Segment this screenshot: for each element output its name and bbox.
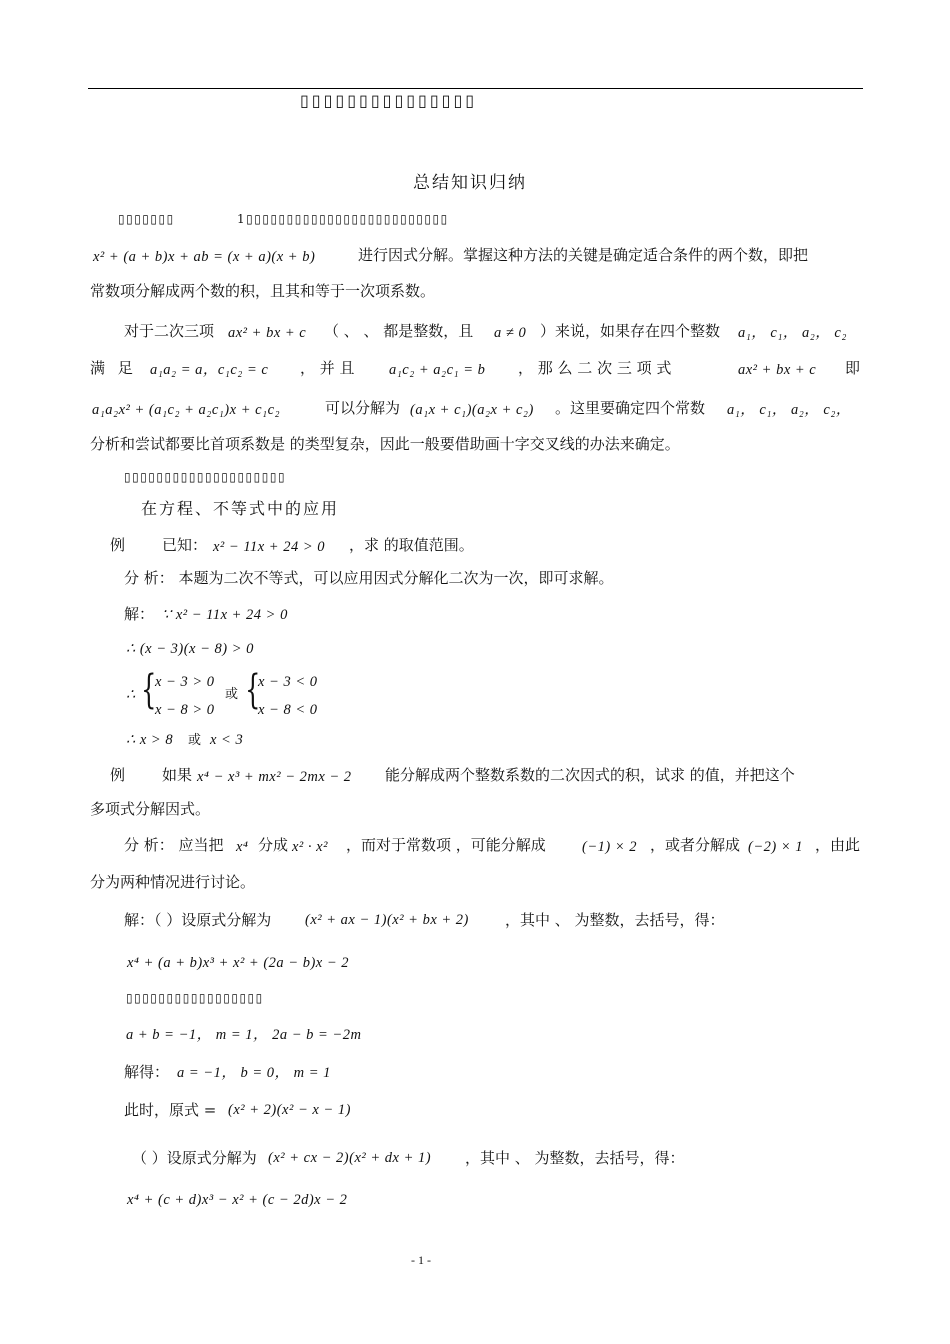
formula-quadratic-2: ax² + bx + c (738, 362, 817, 378)
formula-four-integers: a₁， c₁， a₂， c₂ (738, 325, 847, 341)
paragraph-4-text-a: 可以分解为 (325, 399, 401, 417)
section-heading: 在方程、不等式中的应用 (141, 499, 340, 518)
paragraph-4-text-b: 。这里要确定四个常数 (555, 399, 706, 417)
example-2-case-1-solve-label: 解得： (124, 1063, 170, 1081)
garbled-header-title: ▯▯▯▯▯▯▯▯▯▯▯▯▯▯▯ (300, 91, 478, 110)
example-2-analysis-split-1: (−1) × 2 (582, 839, 637, 855)
example-2-polynomial: x⁴ − x³ + mx² − 2mx − 2 (197, 769, 352, 785)
example-2-garbled-line: ▯▯▯▯▯▯▯▯▯▯▯▯▯▯▯▯▯ (126, 991, 264, 1005)
header-rule (88, 88, 863, 89)
example-1-text-b: ，求 的取值范围。 (349, 536, 474, 554)
example-2-case-1-factors: (x² + ax − 1)(x² + bx + 2) (305, 912, 469, 928)
example-2-case-2-text-b: ，其中 、 为整数，去括号，得： (465, 1149, 685, 1167)
paragraph-2-text-b: （ 、 、 都是整数，且 (324, 322, 474, 340)
example-2-analysis-x4: x⁴ (236, 839, 249, 855)
example-2-case-1-result: (x² + 2)(x² − x − 1) (228, 1102, 351, 1118)
garbled-line-2: ▯▯▯▯▯▯▯▯▯▯▯▯▯▯▯▯▯▯▯▯ (124, 470, 287, 484)
example-2-analysis-d: ，或者分解成 (650, 836, 741, 854)
example-1-inequality: x² − 11x + 24 > 0 (213, 539, 325, 555)
example-1-or-label: 或 (225, 687, 239, 702)
left-brace-2: { (245, 667, 261, 713)
example-2-analysis-x2x2: x² · x² (292, 839, 328, 855)
example-2-analysis-e: ，由此 (815, 836, 861, 854)
example-1-text-a: 已知： (162, 536, 208, 554)
formula-factored-form: (a₁x + c₁)(a₂x + c₂) (410, 402, 534, 418)
example-1-result-b: x < 3 (210, 732, 244, 748)
formula-sum-condition: a₁c₂ + a₂c₁ = b (389, 362, 486, 378)
left-brace-1: { (141, 667, 157, 713)
example-2-case-2-text-a: （ ）设原式分解为 (132, 1149, 257, 1167)
example-2-case-1-equations: a + b = −1， m = 1， 2a − b = −2m (126, 1027, 362, 1043)
example-1-result-or: 或 (188, 733, 202, 748)
example-2-text-a: 如果 (162, 766, 193, 784)
example-1-analysis: 分 析： 本题为二次不等式，可以应用因式分解化二次为一次，即可求解。 (124, 569, 614, 587)
example-2-case-2-factors: (x² + cx − 2)(x² + dx + 1) (268, 1150, 432, 1166)
paragraph-5: 分析和尝试都要比首项系数是 的类型复杂，因此一般要借助画十字交叉线的办法来确定。 (90, 435, 680, 453)
example-2-label: 例 (110, 766, 126, 784)
example-2-text-c: 多项式分解因式。 (90, 800, 211, 818)
example-1-system-1a: x − 3 > 0 (155, 674, 215, 690)
formula-product-conditions: a₁a₂ = a，c₁c₂ = c (150, 362, 269, 378)
example-1-solution-step-1: ∵ x² − 11x + 24 > 0 (162, 607, 288, 623)
intro-text: 1▯▯▯▯▯▯▯▯▯▯▯▯▯▯▯▯▯▯▯▯▯▯▯▯▯ (237, 212, 449, 226)
example-1-label: 例 (110, 536, 126, 554)
page-title: 总结知识归纳 (413, 173, 527, 193)
example-2-case-1-expanded: x⁴ + (a + b)x³ + x² + (2a − b)x − 2 (127, 955, 350, 971)
formula-cross-method: x² + (a + b)x + ab = (x + a)(x + b) (93, 249, 316, 265)
paragraph-3-text-a: 满 足 (90, 359, 137, 377)
formula-four-constants: a₁， c₁， a₂， c₂， (727, 402, 851, 418)
example-2-case-1-solution: a = −1， b = 0， m = 1 (177, 1065, 331, 1081)
example-2-case-2-expanded: x⁴ + (c + d)x³ − x² + (c − 2d)x − 2 (127, 1192, 348, 1208)
example-2-case-1-then-label: 此时，原式 = (124, 1101, 217, 1119)
paragraph-3-text-d: 即 (845, 359, 861, 377)
example-2-analysis-split-2: (−2) × 1 (748, 839, 803, 855)
paragraph-3-text-b: ， 并 且 (300, 359, 355, 377)
page-number: - 1 - (411, 1253, 431, 1267)
example-1-therefore: ∴ (126, 687, 136, 703)
paragraph-2-text-c: ）来说，如果存在四个整数 (540, 322, 721, 340)
example-2-case-1-text-b: ，其中 、 为整数，去括号，得： (505, 911, 725, 929)
example-1-system-1b: x − 8 > 0 (155, 702, 215, 718)
example-2-analysis-a: 分 析： 应当把 (124, 836, 224, 854)
example-2-analysis-f: 分为两种情况进行讨论。 (90, 873, 256, 891)
example-2-analysis-b: 分成 (258, 836, 289, 854)
formula-expanded-product: a₁a₂x² + (a₁c₂ + a₂c₁)x + c₁c₂ (92, 402, 281, 418)
paragraph-1-line-2: 常数项分解成两个数的积，且其和等于一次项系数。 (90, 282, 436, 300)
example-2-text-b: 能分解成两个整数系数的二次因式的积，试求 的值，并把这个 (385, 766, 795, 784)
example-1-result-a: ∴ x > 8 (126, 732, 174, 748)
paragraph-2-text-a: 对于二次三项 (124, 322, 215, 340)
example-1-system-2a: x − 3 < 0 (258, 674, 318, 690)
example-1-solution-step-2: ∴ (x − 3)(x − 8) > 0 (126, 641, 254, 657)
example-1-solution-label: 解： (124, 605, 155, 623)
paragraph-1-line-1: 进行因式分解。掌握这种方法的关键是确定适合条件的两个数，即把 (358, 246, 809, 264)
intro-label: ▯▯▯▯▯▯▯ (118, 212, 175, 226)
paragraph-3-text-c: ， 那 么 二 次 三 项 式 (518, 359, 672, 377)
example-2-case-1-text-a: 解：（ ）设原式分解为 (124, 911, 272, 929)
example-1-system-2b: x − 8 < 0 (258, 702, 318, 718)
formula-a-nonzero: a ≠ 0 (494, 325, 527, 341)
example-2-analysis-c: ，而对于常数项 ，可能分解成 (346, 836, 546, 854)
formula-quadratic: ax² + bx + c (228, 325, 307, 341)
